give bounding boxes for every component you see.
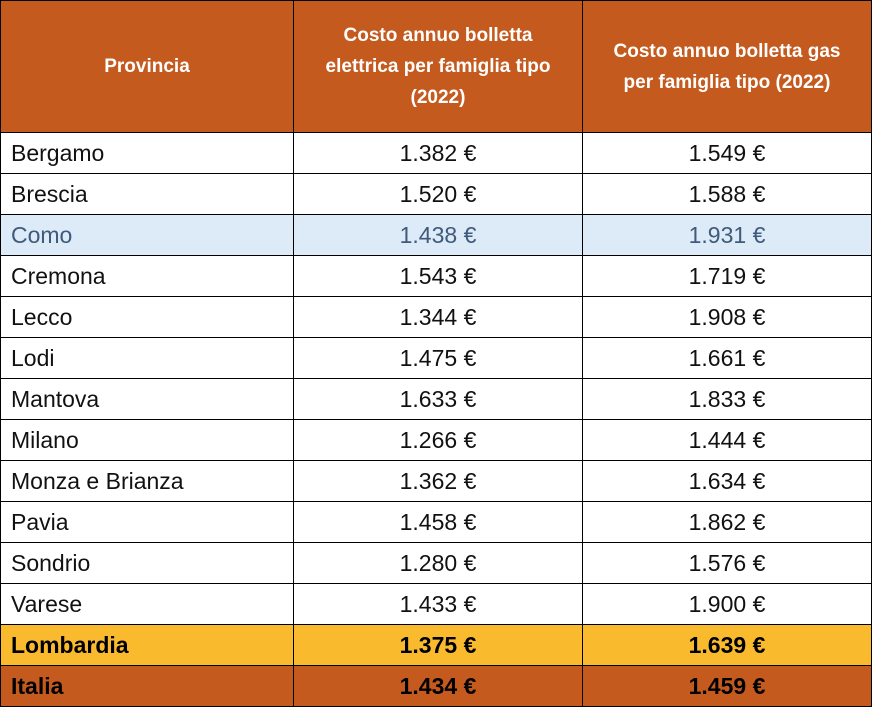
table-row: [1, 338, 872, 379]
cell-gas: 1.931 €: [583, 215, 872, 256]
table-row-selected[interactable]: [1, 215, 872, 256]
cell-provincia: Lecco: [1, 297, 294, 338]
header-row: [1, 1, 872, 133]
table-row: [1, 379, 872, 420]
cell-elettrica: 1.362 €: [294, 461, 583, 502]
cell-elettrica: 1.434 €: [294, 666, 583, 707]
cell-elettrica: 1.633 €: [294, 379, 583, 420]
cell-elettrica: 1.433 €: [294, 584, 583, 625]
cell-gas: 1.444 €: [583, 420, 872, 461]
table-row: [1, 502, 872, 543]
cell-provincia: Lombardia: [1, 625, 294, 666]
cell-gas: 1.459 €: [583, 666, 872, 707]
table-header: [1, 1, 872, 133]
total-row-lombardia: [1, 625, 872, 666]
cell-elettrica: 1.375 €: [294, 625, 583, 666]
cell-provincia: Bergamo: [1, 133, 294, 174]
cell-provincia: Sondrio: [1, 543, 294, 584]
cell-provincia: Como: [1, 215, 294, 256]
cell-elettrica: 1.280 €: [294, 543, 583, 584]
cell-gas: 1.833 €: [583, 379, 872, 420]
table-row: [1, 420, 872, 461]
cell-gas: 1.639 €: [583, 625, 872, 666]
table-row: [1, 256, 872, 297]
table-row: [1, 461, 872, 502]
cell-elettrica: 1.344 €: [294, 297, 583, 338]
cell-elettrica: 1.382 €: [294, 133, 583, 174]
cell-elettrica: 1.543 €: [294, 256, 583, 297]
cell-provincia: Mantova: [1, 379, 294, 420]
cell-provincia: Pavia: [1, 502, 294, 543]
cell-gas: 1.661 €: [583, 338, 872, 379]
cell-gas: 1.900 €: [583, 584, 872, 625]
table-row: [1, 174, 872, 215]
cell-gas: 1.576 €: [583, 543, 872, 584]
cell-provincia: Italia: [1, 666, 294, 707]
cell-gas: 1.549 €: [583, 133, 872, 174]
cell-elettrica: 1.520 €: [294, 174, 583, 215]
cell-provincia: Brescia: [1, 174, 294, 215]
table-row: [1, 543, 872, 584]
header-elettrica: Costo annuo bolletta elettrica per famiglia tipo (2022): [294, 1, 583, 133]
cell-provincia: Cremona: [1, 256, 294, 297]
cell-provincia: Varese: [1, 584, 294, 625]
cell-elettrica: 1.458 €: [294, 502, 583, 543]
cell-provincia: Lodi: [1, 338, 294, 379]
header-gas: Costo annuo bolletta gas per famiglia tipo (2022): [583, 1, 872, 133]
table-body: [1, 133, 872, 707]
cell-gas: 1.719 €: [583, 256, 872, 297]
cell-gas: 1.908 €: [583, 297, 872, 338]
cell-gas: 1.862 €: [583, 502, 872, 543]
cell-gas: 1.588 €: [583, 174, 872, 215]
cell-elettrica: 1.266 €: [294, 420, 583, 461]
total-row-italia: [1, 666, 872, 707]
cell-gas: 1.634 €: [583, 461, 872, 502]
cell-provincia: Monza e Brianza: [1, 461, 294, 502]
cell-elettrica: 1.475 €: [294, 338, 583, 379]
table-row: [1, 297, 872, 338]
header-provincia: Provincia: [1, 1, 294, 133]
cell-elettrica: 1.438 €: [294, 215, 583, 256]
table-row: [1, 584, 872, 625]
cell-provincia: Milano: [1, 420, 294, 461]
table-row: [1, 133, 872, 174]
